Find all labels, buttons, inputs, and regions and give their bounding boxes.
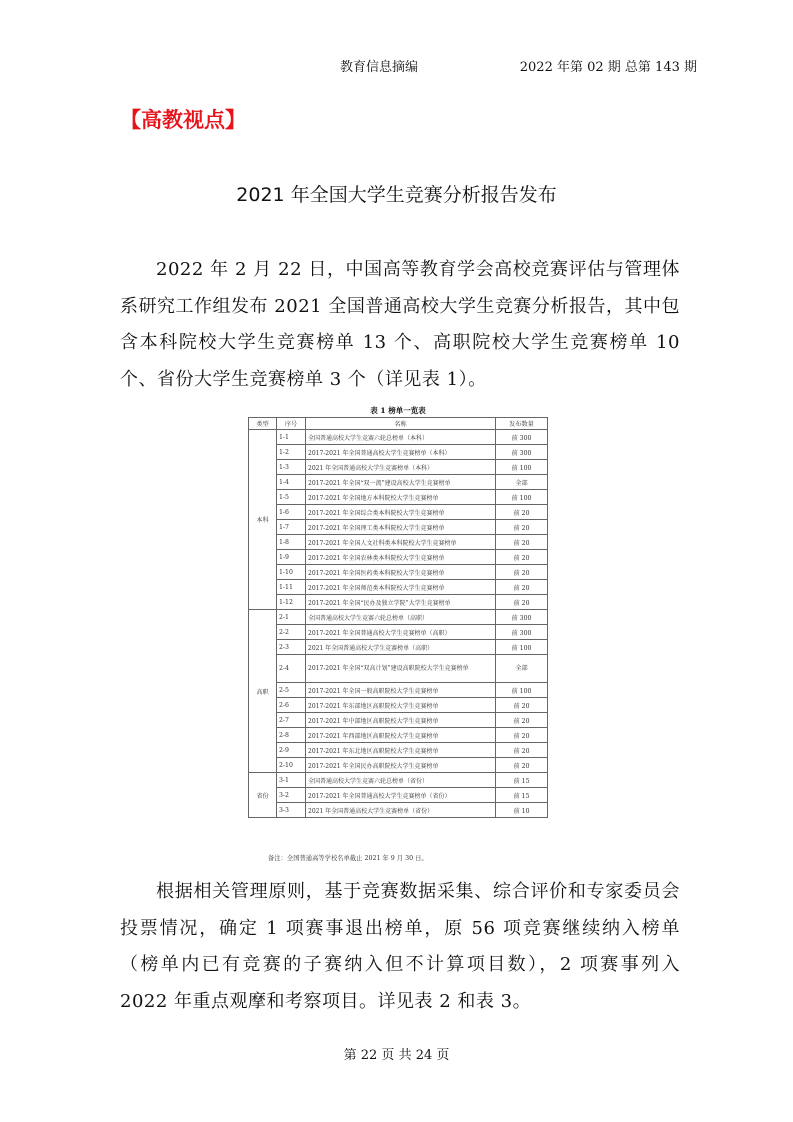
table-cell-count: 前 20 xyxy=(496,698,548,713)
table-cell-count: 前 20 xyxy=(496,595,548,610)
table-cell-count: 前 100 xyxy=(496,683,548,698)
table-cell-seq: 3-3 xyxy=(277,803,306,818)
publication-name: 教育信息摘编 xyxy=(340,60,419,75)
table-cell-seq: 2-6 xyxy=(277,698,306,713)
page-footer: 第 22 页 共 24 页 xyxy=(343,1048,450,1063)
table-header-row xyxy=(249,418,548,430)
table-row xyxy=(249,520,548,535)
table-cell-seq: 1-2 xyxy=(277,445,306,460)
page-header xyxy=(340,56,697,75)
table-row xyxy=(249,535,548,550)
table-cell-seq: 3-1 xyxy=(277,773,306,788)
table-row xyxy=(249,580,548,595)
table-cell-name: 2017-2021 年全国普通高校大学生竞赛榜单（省份） xyxy=(306,788,496,803)
table-row xyxy=(249,655,548,683)
table-cell-count: 前 20 xyxy=(496,535,548,550)
table-row xyxy=(249,565,548,580)
table-cell-name: 2021 年全国普通高校大学生竞赛榜单（省份） xyxy=(306,803,496,818)
header-name: 名称 xyxy=(306,418,496,430)
table-cell-name: 2017-2021 年全国医药类本科院校大学生竞赛榜单 xyxy=(306,565,496,580)
table-caption: 表 1 榜单一览表 xyxy=(370,406,426,415)
table-cell-name: 2017-2021 年全国“双高计划”建设高职院校大学生竞赛榜单 xyxy=(306,655,496,683)
table-cell-seq: 2-9 xyxy=(277,743,306,758)
table-cell-count: 前 10 xyxy=(496,803,548,818)
table-row xyxy=(249,460,548,475)
table-cell-count: 前 20 xyxy=(496,580,548,595)
table-cell-seq: 1-3 xyxy=(277,460,306,475)
table-cell-seq: 1-5 xyxy=(277,490,306,505)
table-cell-seq: 1-10 xyxy=(277,565,306,580)
table-cell-name: 2017-2021 年中部地区高职院校大学生竞赛榜单 xyxy=(306,713,496,728)
table-cell-seq: 1-1 xyxy=(277,430,306,445)
table-cell-name: 全国普通高校大学生竞赛六轮总榜单（高职） xyxy=(306,610,496,625)
table-cell-name: 2017-2021 年全国民办高职院校大学生竞赛榜单 xyxy=(306,758,496,773)
table-cell-count: 全部 xyxy=(496,655,548,683)
table-row xyxy=(249,445,548,460)
table-cell-count: 前 300 xyxy=(496,430,548,445)
table-cell-count: 前 100 xyxy=(496,490,548,505)
table-cell-seq: 2-1 xyxy=(277,610,306,625)
table-cell-type: 高职 xyxy=(249,610,277,773)
table-cell-name: 2017-2021 年全国地方本科院校大学生竞赛榜单 xyxy=(306,490,496,505)
table-cell-count: 前 20 xyxy=(496,550,548,565)
article-title: 2021 年全国大学生竞赛分析报告发布 xyxy=(236,184,557,206)
table-cell-count: 前 15 xyxy=(496,788,548,803)
table-cell-seq: 1-9 xyxy=(277,550,306,565)
table-row xyxy=(249,713,548,728)
table-cell-seq: 1-12 xyxy=(277,595,306,610)
table-cell-name: 2017-2021 年全国人文社科类本科院校大学生竞赛榜单 xyxy=(306,535,496,550)
table-cell-count: 前 20 xyxy=(496,713,548,728)
table-cell-name: 2017-2021 年全国农林类本科院校大学生竞赛榜单 xyxy=(306,550,496,565)
table-cell-count: 前 15 xyxy=(496,773,548,788)
table-cell-seq: 2-2 xyxy=(277,625,306,640)
table-row xyxy=(249,475,548,490)
table-cell-count: 前 100 xyxy=(496,460,548,475)
header-seq: 序号 xyxy=(277,418,306,430)
table-cell-count: 前 20 xyxy=(496,758,548,773)
table-cell-name: 2017-2021 年东部地区高职院校大学生竞赛榜单 xyxy=(306,698,496,713)
table-row xyxy=(249,595,548,610)
table-cell-count: 前 300 xyxy=(496,445,548,460)
table-cell-name: 2017-2021 年全国理工类本科院校大学生竞赛榜单 xyxy=(306,520,496,535)
issue-number: 2022 年第 02 期 总第 143 期 xyxy=(519,60,697,75)
table-row xyxy=(249,773,548,788)
paragraph-intro: 2022 年 2 月 22 日，中国高等教育学会高校竞赛评估与管理体系研究工作组发布 2021 全国普通高校大学生竞赛分析报告，其中包含本科院校大学生竞赛榜单 13 个、高职院校大学生竞赛榜单 10 个、省份大学生竞赛榜单 3 个（详见表 1）。 xyxy=(120,259,680,390)
table-cell-seq: 1-6 xyxy=(277,505,306,520)
table-cell-name: 全国普通高校大学生竞赛六轮总榜单（本科） xyxy=(306,430,496,445)
table-cell-name: 2021 年全国普通高校大学生竞赛榜单（本科） xyxy=(306,460,496,475)
table-row xyxy=(249,803,548,818)
table-cell-name: 全国普通高校大学生竞赛六轮总榜单（省份） xyxy=(306,773,496,788)
table-cell-name: 2017-2021 年全国“双一流”建设高校大学生竞赛榜单 xyxy=(306,475,496,490)
table-body xyxy=(249,430,548,818)
table-cell-seq: 2-4 xyxy=(277,655,306,683)
table-cell-seq: 2-10 xyxy=(277,758,306,773)
table-row xyxy=(249,610,548,625)
table-cell-seq: 1-11 xyxy=(277,580,306,595)
table-row xyxy=(249,788,548,803)
table-cell-name: 2017-2021 年全国普通高校大学生竞赛榜单（高职） xyxy=(306,625,496,640)
table-row xyxy=(249,728,548,743)
table-row xyxy=(249,698,548,713)
table-cell-seq: 1-4 xyxy=(277,475,306,490)
table-cell-seq: 3-2 xyxy=(277,788,306,803)
header-type: 类型 xyxy=(249,418,277,430)
table-cell-count: 前 20 xyxy=(496,505,548,520)
table-cell-name: 2017-2021 年全国师范类本科院校大学生竞赛榜单 xyxy=(306,580,496,595)
section-tag: 【高教视点】 xyxy=(120,108,246,132)
table-cell-type: 本科 xyxy=(249,430,277,610)
table-row xyxy=(249,490,548,505)
table-row xyxy=(249,683,548,698)
table-cell-seq: 2-3 xyxy=(277,640,306,655)
table-cell-count: 前 20 xyxy=(496,565,548,580)
table-cell-seq: 1-8 xyxy=(277,535,306,550)
ranking-table xyxy=(248,417,548,818)
table-cell-type: 省份 xyxy=(249,773,277,818)
table-row xyxy=(249,550,548,565)
table-cell-seq: 2-8 xyxy=(277,728,306,743)
table-row xyxy=(249,743,548,758)
table-row xyxy=(249,758,548,773)
table-row xyxy=(249,640,548,655)
header-count: 发布数量 xyxy=(496,418,548,430)
table-cell-seq: 2-5 xyxy=(277,683,306,698)
table-cell-name: 2017-2021 年西部地区高职院校大学生竞赛榜单 xyxy=(306,728,496,743)
table-row xyxy=(249,625,548,640)
table-note: 备注：全国普通高等学校名单截止 2021 年 9 月 30 日。 xyxy=(268,855,428,862)
table-cell-seq: 2-7 xyxy=(277,713,306,728)
table-cell-name: 2017-2021 年全国一般高职院校大学生竞赛榜单 xyxy=(306,683,496,698)
table-cell-count: 前 20 xyxy=(496,743,548,758)
table-cell-name: 2017-2021 年全国普通高校大学生竞赛榜单（本科） xyxy=(306,445,496,460)
table-cell-name: 2017-2021 年东北地区高职院校大学生竞赛榜单 xyxy=(306,743,496,758)
table-cell-name: 2017-2021 年全国“民办及独立学院”大学生竞赛榜单 xyxy=(306,595,496,610)
table-row xyxy=(249,505,548,520)
table-cell-count: 全部 xyxy=(496,475,548,490)
paragraph-conclusion: 根据相关管理原则，基于竞赛数据采集、综合评价和专家委员会投票情况，确定 1 项赛事退出榜单，原 56 项竞赛继续纳入榜单（榜单内已有竞赛的子赛纳入但不计算项目数），2 项赛事列入 2022 年重点观摩和考察项目。详见表 2 和表 3。 xyxy=(120,881,680,1012)
table-cell-count: 前 20 xyxy=(496,728,548,743)
table-cell-count: 前 300 xyxy=(496,625,548,640)
table-cell-count: 前 20 xyxy=(496,520,548,535)
table-cell-name: 2017-2021 年全国综合类本科院校大学生竞赛榜单 xyxy=(306,505,496,520)
table-cell-seq: 1-7 xyxy=(277,520,306,535)
table-row xyxy=(249,430,548,445)
table-cell-count: 前 100 xyxy=(496,640,548,655)
table-cell-count: 前 300 xyxy=(496,610,548,625)
table-cell-name: 2021 年全国普通高校大学生竞赛榜单（高职） xyxy=(306,640,496,655)
